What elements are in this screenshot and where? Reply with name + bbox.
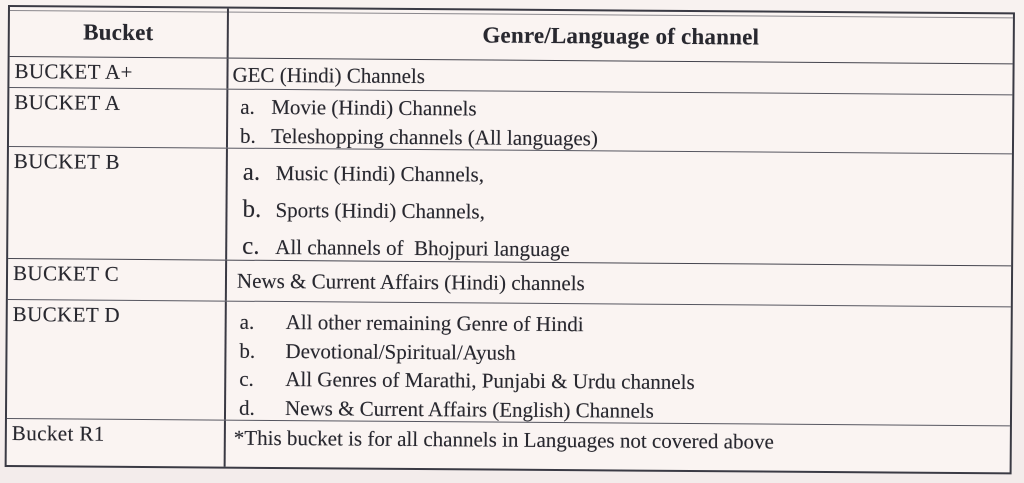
genre-item-text: *This bucket is for all channels in Languages not covered above xyxy=(233,425,774,454)
list-marker: a. xyxy=(242,158,261,186)
genre-item-text: Sports (Hindi) Channels, xyxy=(275,197,485,224)
genre-item xyxy=(234,424,1004,458)
genre-item-text: News & Current Affairs (English) Channels xyxy=(284,395,654,423)
bucket-cell: BUCKET A xyxy=(9,88,228,148)
bucket-cell: Bucket R1 xyxy=(7,419,226,467)
table-row xyxy=(7,418,1010,472)
bucket-header-label: Bucket xyxy=(83,19,154,45)
genre-item-text: All other remaining Genre of Hindi xyxy=(285,310,584,337)
list-marker: b. xyxy=(239,123,256,148)
genre-cell xyxy=(226,302,1011,426)
bucket-cell: BUCKET A+ xyxy=(9,57,228,89)
table-row xyxy=(8,146,1012,265)
bucket-header-cell xyxy=(10,7,229,58)
genre-header-label: Genre/Language of channel xyxy=(482,21,760,50)
genre-item xyxy=(232,61,1006,95)
list-marker: a. xyxy=(240,94,255,119)
genre-item-text: All channels of Bhojpuri language xyxy=(275,234,570,262)
genre-item-text: Devotional/Spiritual/Ayush xyxy=(285,338,516,365)
genre-cell xyxy=(228,90,1012,154)
genre-item-text: News & Current Affairs (Hindi) channels xyxy=(236,268,585,296)
genre-cell xyxy=(227,261,1011,307)
list-marker: a. xyxy=(239,309,255,334)
genre-item-text: Teleshopping channels (All languages) xyxy=(270,123,598,151)
list-marker: c. xyxy=(239,366,254,391)
genre-cell xyxy=(226,421,1010,473)
genre-item xyxy=(242,197,1005,229)
genre-cell xyxy=(227,149,1012,266)
list-marker: b. xyxy=(242,195,262,223)
bucket-cell: BUCKET C xyxy=(8,259,227,301)
table-row xyxy=(8,258,1011,306)
genre-item-text: Movie (Hindi) Channels xyxy=(271,94,477,121)
list-marker: c. xyxy=(242,232,260,260)
genre-item xyxy=(243,160,1006,192)
list-marker: b. xyxy=(239,338,256,363)
list-marker: d. xyxy=(238,395,255,420)
bucket-cell: BUCKET D xyxy=(7,300,227,420)
genre-cell xyxy=(228,59,1012,95)
table-row xyxy=(7,299,1011,425)
bucket-cell: BUCKET B xyxy=(8,147,228,260)
genre-item-text: GEC (Hindi) Channels xyxy=(232,62,426,89)
bucket-table xyxy=(5,5,1015,474)
genre-header-cell xyxy=(229,9,1013,64)
genre-item xyxy=(239,393,1004,425)
genre-item xyxy=(237,267,1005,301)
table-row xyxy=(9,87,1012,153)
genre-item-text: All Genres of Marathi, Punjabi & Urdu channels xyxy=(285,367,695,395)
genre-item-text: Music (Hindi) Channels, xyxy=(275,160,485,187)
table-header-row xyxy=(10,7,1013,63)
